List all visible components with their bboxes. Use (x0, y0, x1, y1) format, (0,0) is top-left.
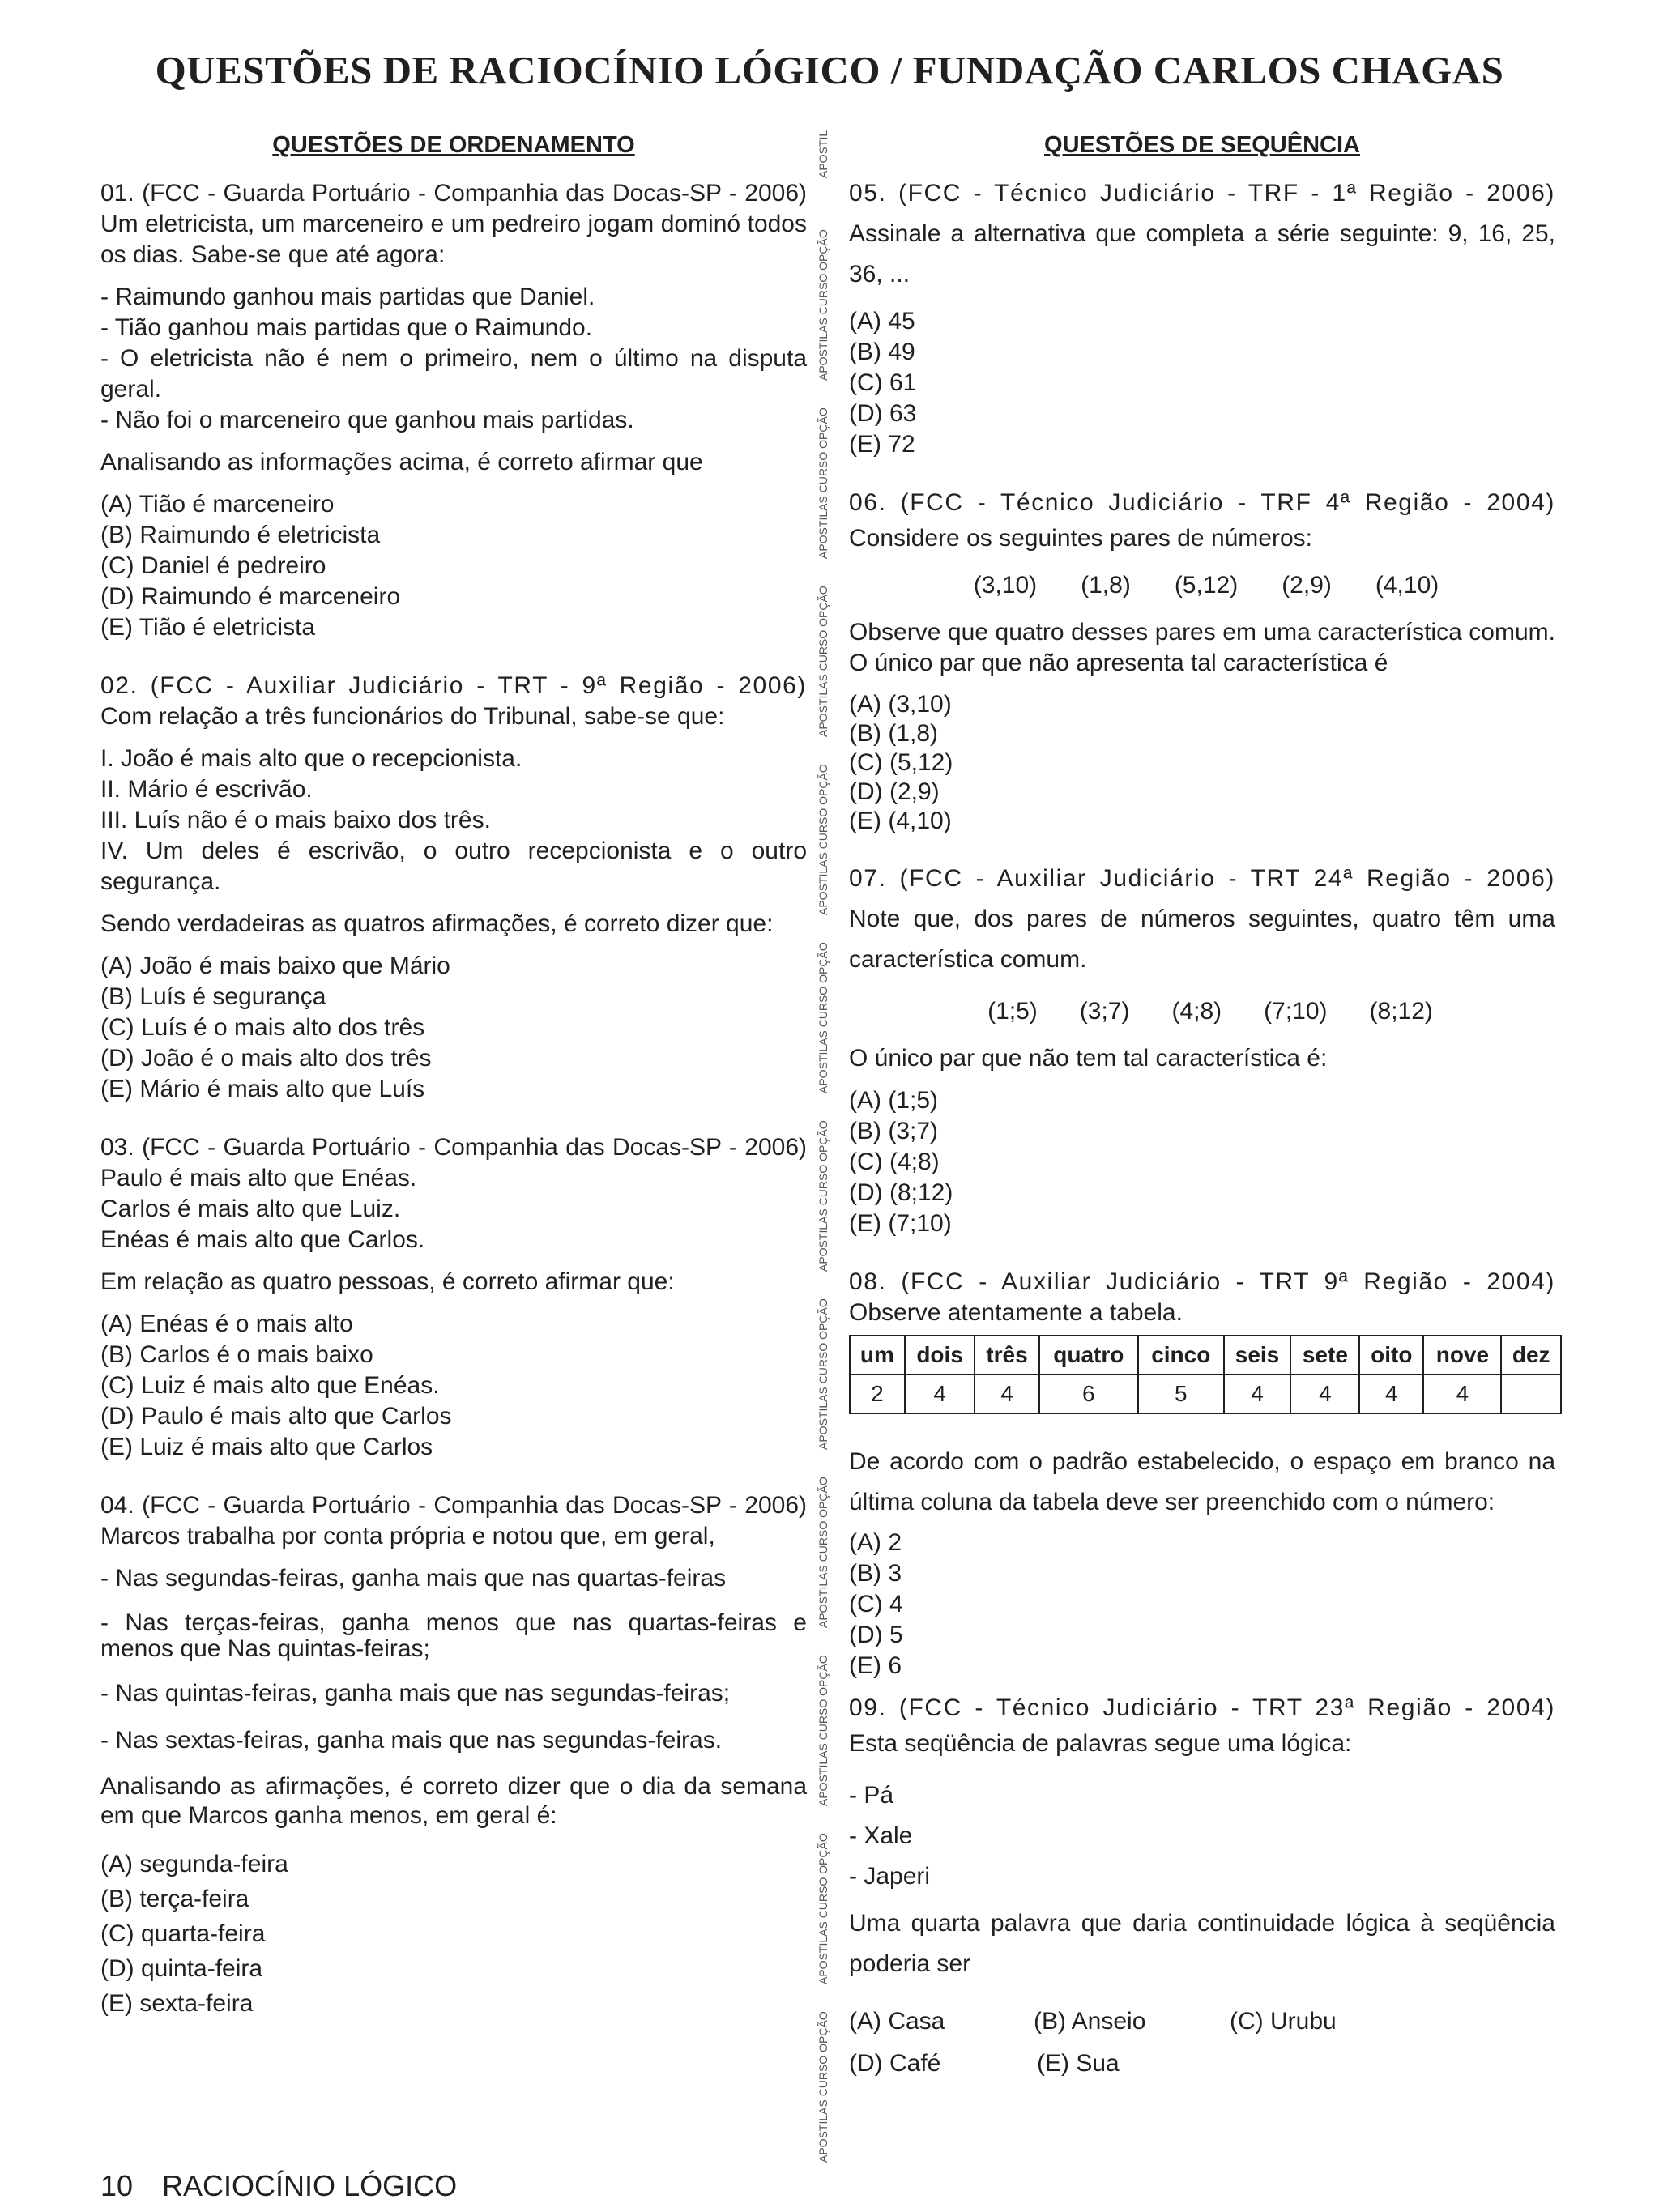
table-cell: 4 (1423, 1375, 1501, 1413)
question-fact: II. Mário é escrivão. (100, 776, 313, 803)
watermark-text: APOSTILAS CURSO OPÇÃO (817, 229, 830, 381)
answer-row (849, 2001, 1555, 2043)
table-header-cell: dez (1501, 1336, 1561, 1375)
watermark-text: APOSTILAS CURSO OPÇÃO (817, 1477, 830, 1628)
answer-option: (E) (4,10) (849, 808, 952, 834)
watermark-text: APOSTILAS CURSO OPÇÃO (817, 1655, 830, 1806)
answer-row (849, 2043, 1555, 2085)
table-header-row (850, 1336, 1561, 1375)
question-04 (100, 1490, 807, 2021)
question-01 (100, 178, 807, 643)
question-intro: Considere os seguintes pares de números: (849, 525, 1312, 552)
watermark-text: APOSTIL (817, 130, 830, 178)
table-header-cell: um (850, 1336, 905, 1375)
watermark-text: APOSTILAS CURSO OPÇÃO (817, 1298, 830, 1450)
question-prompt: Analisando as afirmações, é correto dizer que o dia da semana em que Marcos ganha menos, em geral é: (100, 1773, 807, 1829)
question-intro: Um eletricista, um marceneiro e um pedreiro jogam dominó todos os dias. Sabe-se que até agora: (100, 211, 807, 268)
watermark-text: APOSTILAS CURSO OPÇÃO (817, 407, 830, 559)
answer-option: (C) Luís é o mais alto dos três (100, 1014, 425, 1041)
question-header: 09. (FCC - Técnico Judiciário - TRT 23ª Região - 2004) (849, 1694, 1555, 1721)
number-pair: (5,12) (1174, 572, 1239, 599)
answer-option: (A) Tião é marceneiro (100, 491, 335, 518)
question-fact: Paulo é mais alto que Enéas. (100, 1165, 417, 1191)
question-fact: I. João é mais alto que o recepcionista. (100, 745, 522, 772)
answer-option: (A) (3,10) (849, 691, 952, 718)
question-prompt: Uma quarta palavra que daria continuidade lógica à seqüência poderia ser (849, 1910, 1555, 1977)
question-header: 08. (FCC - Auxiliar Judiciário - TRT 9ª Região - 2004) (849, 1268, 1555, 1295)
question-header: 04. (FCC - Guarda Portuário - Companhia das Docas-SP - 2006) (100, 1492, 807, 1519)
answer-option: (D) 63 (849, 400, 917, 427)
question-intro: Esta seqüência de palavras segue uma lógica: (849, 1730, 1352, 1757)
table-cell: 4 (1359, 1375, 1423, 1413)
right-column (849, 130, 1555, 2085)
watermark-text: APOSTILAS CURSO OPÇÃO (817, 942, 830, 1093)
number-table (849, 1335, 1562, 1414)
table-cell: 4 (1290, 1375, 1359, 1413)
table-cell: 6 (1039, 1375, 1138, 1413)
watermark-text: APOSTILAS CURSO OPÇÃO (817, 586, 830, 737)
table-header-cell: oito (1359, 1336, 1423, 1375)
number-pairs (849, 996, 1555, 1027)
answer-option: (A) 45 (849, 308, 915, 335)
answer-option: (A) Casa (849, 2008, 945, 2035)
answer-option: (B) Carlos é o mais baixo (100, 1341, 373, 1368)
answer-option: (E) 6 (849, 1652, 902, 1679)
table-header-cell: dois (905, 1336, 975, 1375)
question-fact: III. Luís não é o mais baixo dos três. (100, 807, 491, 833)
section-heading: QUESTÕES DE SEQUÊNCIA (1044, 132, 1360, 158)
table-header-cell: quatro (1039, 1336, 1138, 1375)
answer-option: (B) 3 (849, 1560, 902, 1587)
number-pairs (849, 570, 1555, 601)
watermark-text: APOSTILAS CURSO OPÇÃO (817, 1120, 830, 1272)
table-cell-blank (1501, 1375, 1561, 1413)
answer-option: (E) Luiz é mais alto que Carlos (100, 1434, 433, 1460)
word-item: - Xale (849, 1822, 913, 1849)
question-prompt: O único par que não tem tal característica é: (849, 1045, 1328, 1072)
answer-option: (D) Raimundo é marceneiro (100, 583, 401, 610)
page-title: QUESTÕES DE RACIOCÍNIO LÓGICO / FUNDAÇÃO CARLOS CHAGAS (155, 48, 1504, 92)
footer-subject: RACIOCÍNIO LÓGICO (162, 2169, 458, 2202)
word-item: - Japeri (849, 1863, 931, 1890)
answer-option: (E) (7;10) (849, 1210, 952, 1237)
answer-option: (B) 49 (849, 339, 915, 365)
answer-option: (E) Sua (1037, 2050, 1120, 2077)
watermark-text: APOSTILAS CURSO OPÇÃO (817, 2011, 830, 2163)
answer-option: (B) (3;7) (849, 1118, 939, 1144)
number-pair: (4;8) (1171, 998, 1222, 1025)
answer-option: (C) Daniel é pedreiro (100, 552, 326, 579)
question-08 (849, 1267, 1555, 1681)
section-heading: QUESTÕES DE ORDENAMENTO (272, 132, 635, 158)
answer-option: (C) (5,12) (849, 749, 953, 776)
answer-option: (D) (2,9) (849, 778, 940, 805)
table-cell: 4 (905, 1375, 975, 1413)
question-prompt: De acordo com o padrão estabelecido, o espaço em branco na última coluna da tabela deve ser preenchido com o número: (849, 1448, 1555, 1515)
answer-option: (D) João é o mais alto dos três (100, 1045, 432, 1072)
word-item: - Pá (849, 1782, 894, 1809)
question-header: 01. (FCC - Guarda Portuário - Companhia das Docas-SP - 2006) (100, 180, 807, 207)
question-intro: Com relação a três funcionários do Tribunal, sabe-se que: (100, 703, 725, 730)
question-intro: Note que, dos pares de números seguintes, quatro têm uma característica comum. (849, 906, 1555, 973)
answer-option: (B) Luís é segurança (100, 983, 326, 1010)
question-fact: - Nas terças-feiras, ganha menos que nas quartas-feiras e menos que Nas quintas-feiras; (100, 1609, 807, 1662)
table-header-cell: três (975, 1336, 1038, 1375)
question-intro: Marcos trabalha por conta própria e notou que, em geral, (100, 1523, 715, 1549)
table-header-cell: nove (1423, 1336, 1501, 1375)
table-row (850, 1375, 1561, 1413)
question-fact: - Não foi o marceneiro que ganhou mais partidas. (100, 407, 634, 433)
question-07 (849, 863, 1555, 1239)
question-fact: Enéas é mais alto que Carlos. (100, 1226, 425, 1253)
answer-option: (A) segunda-feira (100, 1851, 288, 1877)
answer-option: (C) Luiz é mais alto que Enéas. (100, 1372, 440, 1399)
question-05 (849, 178, 1555, 460)
question-09 (849, 1693, 1555, 2085)
answer-option: (C) quarta-feira (100, 1920, 266, 1947)
table-cell: 4 (1224, 1375, 1291, 1413)
answer-option: (D) Paulo é mais alto que Carlos (100, 1403, 452, 1430)
answer-option: (E) Mário é mais alto que Luís (100, 1076, 425, 1102)
question-fact: - Nas quintas-feiras, ganha mais que nas segundas-feiras; (100, 1680, 731, 1707)
answer-option: (C) 61 (849, 369, 917, 396)
answer-option: (B) Anseio (1034, 2008, 1146, 2035)
question-06 (849, 488, 1555, 836)
question-prompt: Observe que quatro desses pares em uma característica comum. O único par que não apresenta tal característica é (849, 619, 1555, 676)
watermark-text: APOSTILAS CURSO OPÇÃO (817, 1833, 830, 1984)
answer-option: (C) 4 (849, 1591, 903, 1617)
table-cell: 2 (850, 1375, 905, 1413)
answer-option: (B) Raimundo é eletricista (100, 522, 381, 548)
question-fact: Carlos é mais alto que Luiz. (100, 1196, 401, 1222)
question-fact: - Tião ganhou mais partidas que o Raimundo. (100, 314, 593, 341)
table-cell: 4 (975, 1375, 1038, 1413)
question-header: 07. (FCC - Auxiliar Judiciário - TRT 24ª Região - 2006) (849, 865, 1555, 892)
question-fact: - Nas segundas-feiras, ganha mais que nas quartas-feiras (100, 1565, 727, 1592)
question-03 (100, 1132, 807, 1463)
question-intro: Observe atentamente a tabela. (849, 1299, 1183, 1326)
question-prompt: Em relação as quatro pessoas, é correto afirmar que: (100, 1268, 675, 1295)
watermark-text: APOSTILAS CURSO OPÇÃO (817, 764, 830, 915)
number-pair: (3,10) (973, 572, 1038, 599)
side-watermark (817, 121, 841, 2163)
answer-option: (A) 2 (849, 1529, 902, 1556)
answer-option: (B) terça-feira (100, 1886, 249, 1912)
question-fact: IV. Um deles é escrivão, o outro recepcionista e o outro segurança. (100, 837, 807, 895)
question-fact: - O eletricista não é nem o primeiro, nem o último na disputa geral. (100, 345, 807, 403)
table-cell: 5 (1138, 1375, 1224, 1413)
answer-option: (C) Urubu (1230, 2008, 1337, 2035)
question-prompt: Analisando as informações acima, é correto afirmar que (100, 449, 703, 475)
question-header: 06. (FCC - Técnico Judiciário - TRF 4ª Região - 2004) (849, 489, 1555, 516)
question-fact: - Raimundo ganhou mais partidas que Daniel. (100, 283, 595, 310)
table-header-cell: seis (1224, 1336, 1291, 1375)
answer-option: (D) Café (849, 2050, 941, 2077)
number-pair: (3;7) (1079, 998, 1130, 1025)
question-prompt: Sendo verdadeiras as quatros afirmações, é correto dizer que: (100, 910, 774, 937)
answer-option: (E) Tião é eletricista (100, 614, 316, 641)
answer-option: (E) 72 (849, 431, 915, 458)
question-fact: - Nas sextas-feiras, ganha mais que nas segundas-feiras. (100, 1727, 723, 1754)
answer-option: (C) (4;8) (849, 1149, 940, 1175)
answer-option: (D) (8;12) (849, 1179, 953, 1206)
question-intro: Assinale a alternativa que completa a série seguinte: 9, 16, 25, 36, ... (849, 220, 1555, 288)
answer-option: (E) sexta-feira (100, 1990, 254, 2017)
question-header: 02. (FCC - Auxiliar Judiciário - TRT - 9ª Região - 2006) (100, 672, 807, 699)
question-02 (100, 671, 807, 1105)
number-pair: (2,9) (1282, 572, 1332, 599)
number-pair: (7;10) (1264, 998, 1328, 1025)
question-header: 05. (FCC - Técnico Judiciário - TRF - 1ª Região - 2006) (849, 180, 1555, 207)
number-pair: (1;5) (987, 998, 1038, 1025)
answer-option: (A) (1;5) (849, 1087, 939, 1114)
answer-option: (D) 5 (849, 1622, 903, 1648)
answer-option: (A) João é mais baixo que Mário (100, 953, 450, 979)
left-column (100, 130, 807, 2021)
answer-option: (B) (1,8) (849, 720, 939, 747)
question-header: 03. (FCC - Guarda Portuário - Companhia das Docas-SP - 2006) (100, 1134, 807, 1161)
number-pair: (4,10) (1375, 572, 1439, 599)
answer-option: (D) quinta-feira (100, 1955, 263, 1982)
table-header-cell: sete (1290, 1336, 1359, 1375)
number-pair: (8;12) (1369, 998, 1433, 1025)
table-header-cell: cinco (1138, 1336, 1224, 1375)
number-pair: (1,8) (1081, 572, 1131, 599)
answer-option: (A) Enéas é o mais alto (100, 1311, 353, 1337)
page-number: 10 (100, 2169, 134, 2202)
page-footer (100, 2169, 457, 2203)
